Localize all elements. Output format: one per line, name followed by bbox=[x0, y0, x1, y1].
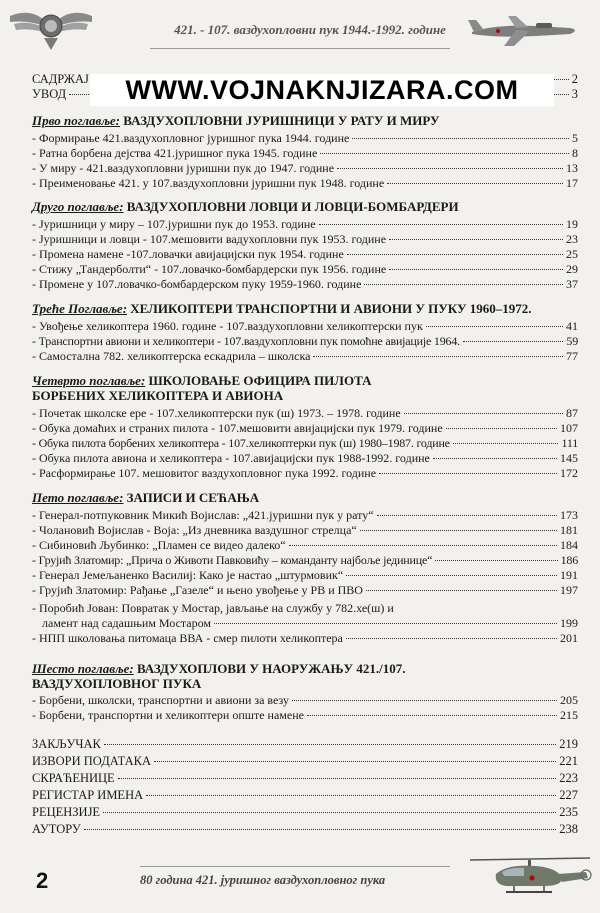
toc-entry-page: 223 bbox=[559, 771, 578, 785]
leader-dots bbox=[103, 812, 556, 813]
leader-dots bbox=[346, 638, 557, 639]
toc-entry-page: 221 bbox=[559, 754, 578, 768]
header-divider bbox=[150, 48, 450, 49]
chapter-title-line2: БОРБЕНИХ ХЕЛИКОПТЕРА И АВИОНА bbox=[32, 388, 284, 403]
toc-entry-page: 5 bbox=[572, 131, 578, 145]
toc-entry[interactable] bbox=[32, 247, 578, 261]
toc-entry[interactable] bbox=[32, 421, 578, 435]
chapter-heading bbox=[32, 114, 440, 128]
toc-entry-label: - Јуришници у миру – 107.јуришни пук до 1953. године bbox=[32, 217, 316, 231]
leader-dots bbox=[146, 795, 556, 796]
chapter-title: ВАЗДУХОПЛОВНИ ЈУРИШНИЦИ У РАТУ И МИРУ bbox=[123, 113, 440, 128]
chapter-heading-continuation bbox=[32, 677, 201, 691]
helicopter-icon bbox=[466, 852, 594, 902]
toc-entry[interactable] bbox=[32, 553, 578, 567]
airplane-icon bbox=[466, 10, 586, 50]
leader-dots bbox=[104, 744, 556, 745]
chapter-heading bbox=[32, 491, 259, 505]
toc-entry[interactable] bbox=[32, 583, 578, 597]
chapter-heading bbox=[32, 374, 371, 388]
leader-dots bbox=[292, 700, 557, 701]
leader-dots bbox=[289, 545, 557, 546]
leader-dots bbox=[377, 515, 557, 516]
chapter-title: ВАЗДУХОПЛОВИ У НАОРУЖАЊУ 421./107. bbox=[136, 661, 406, 676]
toc-entry-page: 186 bbox=[560, 553, 578, 567]
toc-entry-label: РЕГИСТАР ИМЕНА bbox=[32, 788, 144, 802]
toc-entry[interactable] bbox=[32, 466, 578, 480]
toc-entry-reviews[interactable] bbox=[32, 805, 578, 819]
toc-entry-page: 41 bbox=[566, 319, 578, 333]
chapter-title: ХЕЛИКОПТЕРИ ТРАНСПОРТНИ И АВИОНИ У ПУКУ 1960–1972. bbox=[130, 301, 532, 316]
leader-dots bbox=[364, 284, 563, 285]
toc-entry-page: 238 bbox=[559, 822, 578, 836]
chapter-label: Четврто поглавље: bbox=[32, 373, 146, 388]
leader-dots bbox=[346, 575, 557, 576]
toc-entry-label: - Поробић Јован: Повратак у Мостар, јављање на службу у 782.хе(ш) и bbox=[32, 601, 394, 615]
toc-entry[interactable] bbox=[32, 277, 578, 291]
toc-entry[interactable] bbox=[32, 601, 578, 615]
leader-dots bbox=[435, 560, 557, 561]
leader-dots bbox=[387, 183, 563, 184]
toc-entry-label: - НПП школовања питомаца ВВА - смер пилоти хеликоптера bbox=[32, 631, 343, 645]
toc-entry-page: 172 bbox=[560, 466, 578, 480]
toc-entry-page: 184 bbox=[560, 538, 578, 552]
toc-entry-label: - Генерал-потпуковник Микић Војислав: „421.јуришни пук у рату“ bbox=[32, 508, 374, 522]
toc-entry-page: 23 bbox=[566, 232, 578, 246]
toc-entry[interactable] bbox=[32, 693, 578, 707]
toc-entry-author[interactable] bbox=[32, 822, 578, 836]
leader-dots bbox=[389, 269, 563, 270]
leader-dots bbox=[433, 458, 557, 459]
toc-entry-page: 227 bbox=[559, 788, 578, 802]
toc-entry-label: РЕЦЕНЗИЈЕ bbox=[32, 805, 101, 819]
leader-dots bbox=[313, 356, 563, 357]
toc-entry[interactable] bbox=[32, 161, 578, 175]
leader-dots bbox=[360, 530, 557, 531]
toc-entry-label: АУТОРУ bbox=[32, 822, 81, 836]
leader-dots bbox=[463, 341, 563, 342]
leader-dots bbox=[379, 473, 557, 474]
toc-entry[interactable] bbox=[32, 538, 578, 552]
toc-entry-page: 13 bbox=[566, 161, 578, 175]
leader-dots bbox=[389, 239, 563, 240]
toc-entry-label: - Сибиновић Љубинко: „Пламен се видео далеко“ bbox=[32, 538, 286, 552]
toc-entry[interactable] bbox=[32, 131, 578, 145]
leader-dots bbox=[320, 153, 569, 154]
leader-dots bbox=[347, 254, 563, 255]
toc-entry[interactable] bbox=[32, 217, 578, 231]
toc-entry-label: САДРЖАЈ bbox=[32, 72, 89, 86]
chapter-heading bbox=[32, 302, 532, 316]
toc-entry-page: 197 bbox=[560, 583, 578, 597]
leader-dots bbox=[366, 590, 557, 591]
toc-entry-label: - Промена намене -107.ловачки авијацијски пук 1954. године bbox=[32, 247, 344, 261]
toc-entry-name-index[interactable] bbox=[32, 788, 578, 802]
leader-dots bbox=[118, 778, 557, 779]
toc-entry-page: 2 bbox=[571, 72, 578, 86]
toc-entry-page: 191 bbox=[560, 568, 578, 582]
running-header-title: 421. - 107. ваздухопловни пук 1944.-1992. године bbox=[174, 22, 446, 37]
chapter-heading bbox=[32, 200, 459, 214]
leader-dots bbox=[307, 715, 557, 716]
toc-entry-page: 199 bbox=[560, 616, 578, 630]
toc-entry-sources[interactable] bbox=[32, 754, 578, 768]
toc-entry-page: 59 bbox=[566, 334, 578, 348]
toc-entry-label: - Чолановић Војислав - Воја: „Из дневника ваздушног стрелца“ bbox=[32, 523, 357, 537]
toc-entry-page: 235 bbox=[559, 805, 578, 819]
running-footer-title: 80 година 421. јуришног ваздухопловног пука bbox=[140, 873, 386, 887]
toc-entry-label: - Обука пилота борбених хеликоптера - 107.хеликоптерки пук (ш) 1980–1987. године bbox=[32, 436, 450, 450]
toc-entry-label: - Формирање 421.ваздухопловног јуришног пука 1944. године bbox=[32, 131, 350, 145]
toc-entry-label: - Генерал Јемељаненко Василиј: Како је настао „штурмовик“ bbox=[32, 568, 344, 582]
leader-dots bbox=[319, 224, 563, 225]
toc-entry-page: 3 bbox=[571, 87, 578, 101]
toc-entry-label: - Транспортни авиони и хеликоптери - 107.ваздухопловни пук помоћне авијације 1964. bbox=[32, 334, 460, 348]
toc-entry[interactable] bbox=[32, 508, 578, 522]
toc-entry-page: 19 bbox=[566, 217, 578, 231]
toc-entry-page: 17 bbox=[566, 176, 578, 190]
watermark-url: WWW.VOJNAKNJIZARA.COM bbox=[90, 74, 554, 106]
toc-entry-label: ламент над садашњим Мостаром bbox=[42, 616, 211, 630]
toc-entry-label: - Јуришници и ловци - 107.мешовити вадухопловни пук 1953. године bbox=[32, 232, 387, 246]
toc-entry-page: 87 bbox=[566, 406, 578, 420]
chapter-title: ЗАПИСИ И СЕЋАЊА bbox=[126, 490, 260, 505]
chapter-label: Прво поглавље: bbox=[32, 113, 121, 128]
toc-entry[interactable] bbox=[32, 708, 578, 722]
toc-entry-label: - Промене у 107.ловачко-бомбардерском пуку 1959-1960. године bbox=[32, 277, 362, 291]
toc-entry-label: - Расформирање 107. мешовитог ваздухопловног пука 1992. године bbox=[32, 466, 377, 480]
chapter-title: ШКОЛОВАЊЕ ОФИЦИРА ПИЛОТА bbox=[148, 373, 372, 388]
page-number: 2 bbox=[36, 868, 49, 893]
chapter-label: Треће Поглавље: bbox=[32, 301, 128, 316]
toc-entry[interactable] bbox=[32, 146, 578, 160]
leader-dots bbox=[404, 413, 563, 414]
leader-dots bbox=[214, 623, 557, 624]
toc-entry[interactable] bbox=[32, 349, 578, 363]
toc-entry-page: 29 bbox=[566, 262, 578, 276]
leader-dots bbox=[337, 168, 563, 169]
squadron-emblem-icon bbox=[8, 2, 94, 52]
toc-entry-label: - Борбени, школски, транспортни и авиони за везу bbox=[32, 693, 289, 707]
toc-entry-label: ЗАКЉУЧАК bbox=[32, 737, 101, 751]
toc-entry-page: 205 bbox=[560, 693, 578, 707]
toc-entry-label: - Ратна борбена дејства 421.јуришног пука 1945. године bbox=[32, 146, 318, 160]
toc-entry-label: - Увођење хеликоптера 1960. године - 107.ваздухопловни хеликоптерски пук bbox=[32, 319, 423, 333]
chapter-heading-continuation bbox=[32, 389, 283, 403]
chapter-title-line2: ВАЗДУХОПЛОВНОГ ПУКА bbox=[32, 676, 202, 691]
toc-entry[interactable] bbox=[32, 262, 578, 276]
toc-entry-label: УВОД bbox=[32, 87, 67, 101]
footer-divider bbox=[140, 866, 450, 867]
toc-entry-label: - Преименовање 421. у 107.ваздухопловни јуришни пук 1948. године bbox=[32, 176, 385, 190]
toc-entry-label: - Грујић Златомир: „Прича о Животи Павковићу – команданту најбоље јединице“ bbox=[32, 553, 433, 567]
toc-entry-abbreviations[interactable] bbox=[32, 771, 578, 785]
toc-entry[interactable] bbox=[32, 406, 578, 420]
leader-dots bbox=[84, 829, 556, 830]
toc-entry-page: 173 bbox=[560, 508, 578, 522]
toc-entry-label: - Обука домаћих и страних пилота - 107.мешовити авијацијски пук 1979. године bbox=[32, 421, 443, 435]
toc-entry-label: СКРАЋЕНИЦЕ bbox=[32, 771, 115, 785]
chapter-title: ВАЗДУХОПЛОВНИ ЛОВЦИ И ЛОВЦИ-БОМБАРДЕРИ bbox=[126, 199, 459, 214]
chapter-label: Друго поглавље: bbox=[32, 199, 124, 214]
toc-entry-page: 201 bbox=[560, 631, 578, 645]
toc-entry[interactable] bbox=[32, 319, 578, 333]
toc-entry-label: - Борбени, транспортни и хеликоптери опште намене bbox=[32, 708, 304, 722]
leader-dots bbox=[446, 428, 557, 429]
toc-entry[interactable] bbox=[32, 523, 578, 537]
toc-entry-page: 111 bbox=[561, 436, 578, 450]
leader-dots bbox=[453, 443, 559, 444]
toc-entry-page: 8 bbox=[572, 146, 578, 160]
leader-dots bbox=[352, 138, 569, 139]
toc-entry-label: - Стижу „Тандерболти“ - 107.ловачко-бомбардерски пук 1956. године bbox=[32, 262, 387, 276]
toc-entry[interactable] bbox=[32, 631, 578, 645]
toc-entry-page: 219 bbox=[559, 737, 578, 751]
chapter-label: Шесто поглавље: bbox=[32, 661, 134, 676]
toc-entry-label: - Грујић Златомир: Рађање „Газеле“ и њено увођење у РВ и ПВО bbox=[32, 583, 363, 597]
toc-entry-page: 145 bbox=[560, 451, 578, 465]
toc-entry-page: 215 bbox=[560, 708, 578, 722]
toc-entry-page: 107 bbox=[560, 421, 578, 435]
toc-entry[interactable] bbox=[32, 232, 578, 246]
toc-entry[interactable] bbox=[32, 334, 578, 348]
toc-entry-label: - Самостална 782. хеликоптерска ескадрила – школска bbox=[32, 349, 311, 363]
chapter-heading bbox=[32, 662, 405, 676]
toc-entry-label: - Обука пилота авиона и хеликоптера - 107.авијацијски пук 1988-1992. године bbox=[32, 451, 430, 465]
leader-dots bbox=[426, 326, 563, 327]
toc-entry-page: 181 bbox=[560, 523, 578, 537]
page-header bbox=[0, 0, 600, 60]
toc-entry[interactable] bbox=[32, 451, 578, 465]
toc-entry-label: - У миру - 421.ваздухопловни јуришни пук до 1947. године bbox=[32, 161, 335, 175]
toc-entry-page: 37 bbox=[566, 277, 578, 291]
toc-entry[interactable] bbox=[32, 176, 578, 190]
toc-entry-conclusion[interactable] bbox=[32, 737, 578, 751]
toc-entry-label: - Почетак школске ере - 107.хеликоптерски пук (ш) 1973. – 1978. године bbox=[32, 406, 401, 420]
leader-dots bbox=[154, 761, 556, 762]
chapter-label: Пето поглавље: bbox=[32, 490, 124, 505]
toc-entry-page: 25 bbox=[566, 247, 578, 261]
toc-entry[interactable] bbox=[32, 436, 578, 450]
toc-entry-page: 77 bbox=[566, 349, 578, 363]
toc-entry[interactable] bbox=[32, 616, 578, 630]
toc-entry-label: ИЗВОРИ ПОДАТАКА bbox=[32, 754, 152, 768]
toc-entry[interactable] bbox=[32, 568, 578, 582]
